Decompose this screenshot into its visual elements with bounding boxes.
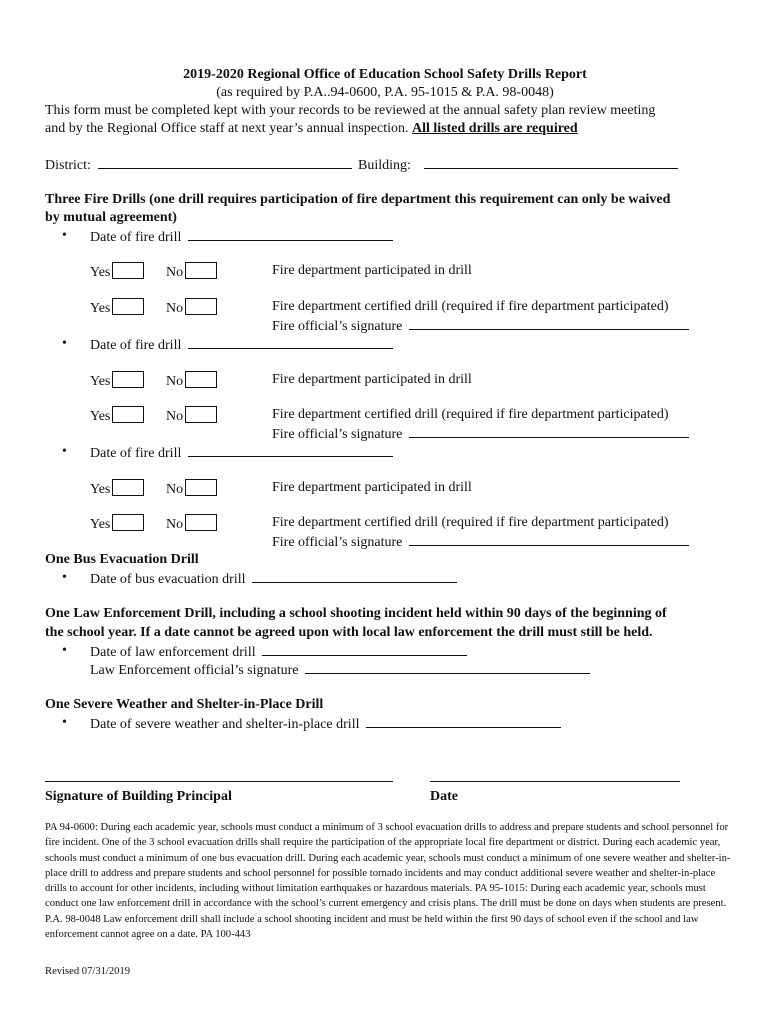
law-drill-heading-1: One Law Enforcement Drill, including a school shooting incident held within 90 days of the beginning of (45, 606, 667, 621)
checkbox-no[interactable] (185, 371, 217, 388)
fire-drill-3-participated-no (166, 479, 217, 499)
fire-drill-2-certified-label: Fire department certified drill (required if fire department participated) (272, 407, 669, 422)
checkbox-yes[interactable] (112, 479, 144, 496)
report-subtitle: (as required by P.A..94-0600, P.A. 95-1015 & P.A. 98-0048) (216, 85, 554, 100)
fire-official-signature-label: Fire official’s signature (272, 427, 403, 442)
fire-drill-1-participated-label: Fire department participated in drill (272, 263, 472, 278)
yes-label: Yes (90, 517, 111, 532)
checkbox-no[interactable] (185, 262, 217, 279)
fire-drill-1-signature-input[interactable] (409, 316, 689, 330)
weather-drill-date-input[interactable] (366, 714, 561, 728)
date-signature-line[interactable] (430, 781, 680, 782)
weather-drill-heading: One Severe Weather and Shelter-in-Place Drill (45, 697, 324, 712)
fire-drill-3-participated-label: Fire department participated in drill (272, 480, 472, 495)
yes-label: Yes (90, 409, 111, 424)
checkbox-no[interactable] (185, 479, 217, 496)
fire-drill-3-signature (272, 532, 689, 552)
fire-drill-2-participated-no (166, 371, 217, 391)
fire-drill-3-signature-input[interactable] (409, 532, 689, 546)
law-official-signature (90, 660, 590, 680)
no-label: No (166, 482, 184, 497)
weather-drill-date-label: Date of severe weather and shelter-in-place drill (90, 717, 360, 732)
weather-drill-date (64, 714, 561, 734)
fire-drill-date-label: Date of fire drill (90, 446, 182, 461)
fire-drill-3-date (64, 443, 393, 463)
yes-label: Yes (90, 265, 111, 280)
yes-label: Yes (90, 482, 111, 497)
district-field (45, 155, 352, 175)
intro-line-1: This form must be completed kept with your records to be reviewed at the annual safety plan review meeting (45, 103, 656, 118)
fire-drill-1-participated-yes (90, 262, 144, 282)
checkbox-no[interactable] (185, 406, 217, 423)
intro-line-2-text: and by the Regional Office staff at next year’s annual inspection. (45, 121, 409, 136)
yes-label: Yes (90, 301, 111, 316)
fire-drill-2-participated-yes (90, 371, 144, 391)
fire-official-signature-label: Fire official’s signature (272, 319, 403, 334)
law-official-signature-label: Law Enforcement official’s signature (90, 663, 299, 678)
checkbox-yes[interactable] (112, 262, 144, 279)
checkbox-no[interactable] (185, 298, 217, 315)
required-notice: All listed drills are required (412, 121, 578, 136)
fire-drills-heading-1: Three Fire Drills (one drill requires participation of fire department this requirement can only be waived (45, 192, 671, 207)
no-label: No (166, 265, 184, 280)
law-drill-date (64, 642, 467, 662)
report-title: 2019-2020 Regional Office of Education School Safety Drills Report (183, 67, 587, 82)
fire-drill-date-label: Date of fire drill (90, 230, 182, 245)
checkbox-yes[interactable] (112, 298, 144, 315)
revised-date: Revised 07/31/2019 (45, 966, 131, 977)
fire-drill-3-date-input[interactable] (188, 443, 393, 457)
no-label: No (166, 301, 184, 316)
fire-drill-1-certified-yes (90, 298, 144, 318)
fire-drill-date-label: Date of fire drill (90, 338, 182, 353)
fire-drill-3-certified-no (166, 514, 217, 534)
building-label: Building: (358, 158, 411, 173)
bus-drill-heading: One Bus Evacuation Drill (45, 552, 199, 567)
fire-drill-2-signature (272, 424, 689, 444)
signature-date-label: Date (430, 789, 458, 804)
yes-label: Yes (90, 374, 111, 389)
building-field (358, 155, 678, 175)
fire-drill-2-date-input[interactable] (188, 335, 393, 349)
district-label: District: (45, 158, 91, 173)
fire-drill-2-participated-label: Fire department participated in drill (272, 372, 472, 387)
bus-drill-date-label: Date of bus evacuation drill (90, 572, 246, 587)
checkbox-no[interactable] (185, 514, 217, 531)
building-input-line[interactable] (424, 155, 678, 169)
fire-drill-2-certified-yes (90, 406, 144, 426)
fire-drill-2-signature-input[interactable] (409, 424, 689, 438)
fire-drill-2-date (64, 335, 393, 355)
district-input-line[interactable] (98, 155, 352, 169)
fire-drill-3-participated-yes (90, 479, 144, 499)
bus-drill-date (64, 569, 457, 589)
fire-official-signature-label: Fire official’s signature (272, 535, 403, 550)
checkbox-yes[interactable] (112, 371, 144, 388)
principal-signature-line[interactable] (45, 781, 393, 782)
law-drill-heading-2: the school year. If a date cannot be agreed upon with local law enforcement the drill must still be held. (45, 625, 653, 640)
law-official-signature-input[interactable] (305, 660, 590, 674)
fire-drill-1-participated-no (166, 262, 217, 282)
law-drill-date-label: Date of law enforcement drill (90, 645, 256, 660)
fire-drills-heading-2: by mutual agreement) (45, 210, 177, 225)
fire-drill-1-date (64, 227, 393, 247)
no-label: No (166, 374, 184, 389)
intro-line-2 (45, 120, 578, 138)
legal-footnote: PA 94-0600: During each academic year, schools must conduct a minimum of 3 school evacuation drills to address and prepare students and school personnel for fire incident. One of the 3 school evacuation drills shall require the participation of the appropriate local fire department or district. During each academic year, schools must conduct a minimum of one bus evacuation drill. During each academic year, schools must conduct a minimum of one severe weather and shelter-in-place drill to address and prepare students and school personnel for possible tornado incidents and may conduct additional severe weather and shelter-in-place drills to account for other incidents, including without limitation earthquakes or hazardous materials. PA 95-1015: During each academic year, schools must conduct one law enforcement drill in accordance with the school’s current emergency and crisis plans. The drill must be done on days when students are present. P.A. 98-0048 Law enforcement drill shall include a school shooting incident and must be held within the first 90 days of school even if the school and law enforcement cannot agree on a date. PA 100-443 (45, 822, 731, 941)
fire-drill-3-certified-label: Fire department certified drill (required if fire department participated) (272, 515, 669, 530)
fire-drill-1-certified-label: Fire department certified drill (required if fire department participated) (272, 299, 669, 314)
no-label: No (166, 517, 184, 532)
bus-drill-date-input[interactable] (252, 569, 457, 583)
checkbox-yes[interactable] (112, 514, 144, 531)
checkbox-yes[interactable] (112, 406, 144, 423)
no-label: No (166, 409, 184, 424)
law-drill-date-input[interactable] (262, 642, 467, 656)
fire-drill-3-certified-yes (90, 514, 144, 534)
principal-signature-label: Signature of Building Principal (45, 789, 232, 804)
fire-drill-1-date-input[interactable] (188, 227, 393, 241)
fire-drill-1-signature (272, 316, 689, 336)
fire-drill-1-certified-no (166, 298, 217, 318)
fire-drill-2-certified-no (166, 406, 217, 426)
